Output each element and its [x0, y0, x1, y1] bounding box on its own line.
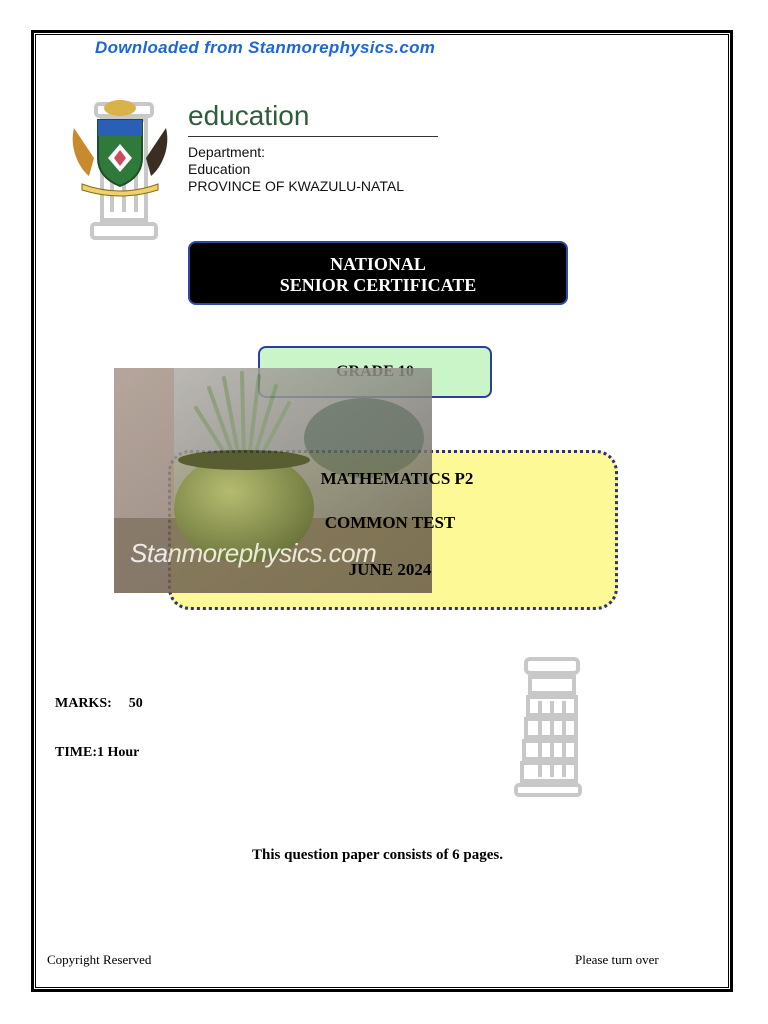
subject-date: JUNE 2024	[348, 560, 432, 579]
pages-note: This question paper consists of 6 pages.	[252, 847, 504, 863]
download-watermark: Downloaded from Stanmorephysics.com	[95, 38, 436, 57]
department-title: education	[188, 100, 438, 137]
marks-row	[55, 696, 143, 712]
subject-name: MATHEMATICS P2	[320, 469, 474, 488]
photo-watermark: Stanmorephysics.com	[130, 538, 377, 568]
department-province: PROVINCE OF KWAZULU-NATAL	[188, 178, 404, 194]
department-block	[188, 100, 438, 195]
marks-value: 50	[128, 696, 143, 711]
certificate-line-2: SENIOR CERTIFICATE	[279, 275, 477, 295]
coat-of-arms-icon	[64, 98, 176, 200]
pillar-icon	[512, 655, 592, 800]
department-line: Education	[188, 161, 251, 177]
certificate-line-1: NATIONAL	[330, 254, 426, 274]
footer-copyright: Copyright Reserved	[47, 952, 152, 967]
department-line: Department:	[188, 144, 266, 160]
footer-turn-over: Please turn over	[575, 952, 659, 967]
certificate-banner	[188, 241, 568, 305]
marks-label: MARKS:	[55, 696, 112, 711]
subject-test: COMMON TEST	[324, 513, 456, 532]
time-label: TIME:1 Hour	[55, 745, 140, 760]
